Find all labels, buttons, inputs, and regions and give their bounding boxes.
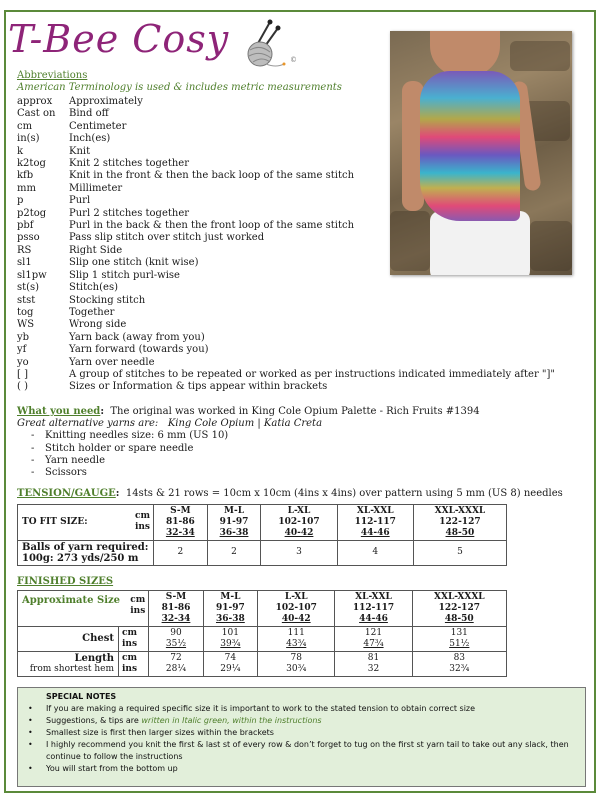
chest-cm: 90: [170, 627, 182, 638]
abbreviation-meaning: Slip one stitch (knit wise): [69, 257, 199, 269]
finished-sizes-table: [17, 590, 507, 677]
chest-ins: 51½: [449, 638, 470, 649]
size-cm: 102-107: [275, 602, 317, 613]
abbreviation-row: [17, 381, 585, 393]
abbreviation-key: yf: [17, 344, 27, 356]
abbreviation-row: [17, 232, 387, 244]
abbreviations-subheading: American Terminology is used & includes metric measurements: [17, 82, 342, 93]
abbreviation-meaning: Stocking stitch: [69, 294, 146, 306]
supply-item: - Stitch holder or spare needle: [31, 443, 585, 455]
unit-ins: ins: [122, 663, 138, 674]
abbreviation-key: st(s): [17, 282, 40, 294]
size-ins: 44-46: [359, 613, 388, 624]
size-name: XL-XXL: [356, 505, 394, 516]
size-header: [335, 590, 412, 626]
heading-colon: :: [100, 405, 105, 417]
abbreviation-row: [17, 146, 387, 158]
abbreviations-list: [17, 96, 585, 394]
unit-cm: cm: [122, 652, 138, 663]
fit-size-label: TO FIT SIZE:: [18, 504, 121, 540]
size-name: M-L: [224, 505, 245, 516]
abbreviation-row: [17, 344, 585, 356]
size-cm: 122-127: [438, 602, 480, 613]
abbreviation-key: k2tog: [17, 158, 46, 170]
size-header: [203, 590, 257, 626]
size-ins: 36-38: [219, 527, 249, 538]
chest-value: [335, 626, 412, 651]
size-cm: 112-117: [352, 602, 395, 613]
size-ins: 32-34: [161, 613, 191, 624]
unit-cell: [119, 651, 149, 676]
length-ins: 28¼: [165, 663, 187, 674]
abbreviation-row: [17, 208, 387, 220]
chest-value: [203, 626, 257, 651]
what-you-need-heading: What you need: [17, 405, 101, 417]
abbreviation-key: psso: [17, 232, 40, 244]
abbreviation-meaning: Sizes or Information & tips appear within brackets: [69, 381, 328, 393]
length-cm: 74: [224, 652, 237, 663]
abbreviation-row: [17, 357, 585, 369]
unit-cm: cm: [122, 627, 138, 638]
alternative-yarns: King Cole Opium | Katia Creta: [167, 418, 323, 430]
abbreviation-key: mm: [17, 182, 36, 194]
unit-cell: [120, 504, 154, 540]
length-value: [412, 651, 506, 676]
unit-ins: ins: [122, 638, 138, 649]
size-cm: 81-86: [165, 516, 195, 527]
size-header: [337, 504, 413, 540]
length-cm: 81: [367, 652, 380, 663]
note-item: • Smallest size is first then larger sizes within the brackets: [18, 727, 581, 739]
balls-value: 4: [337, 540, 413, 565]
abbreviation-key: yo: [17, 356, 29, 368]
size-cm: 81-86: [161, 602, 191, 613]
chest-ins: 39¾: [220, 638, 241, 649]
abbreviation-key: WS: [17, 319, 35, 331]
tension-heading: TENSION/GAUGE: [17, 487, 116, 499]
chest-cm: 121: [364, 627, 383, 638]
size-cm: 112-117: [354, 516, 396, 527]
abbreviation-meaning: Centimeter: [69, 120, 127, 132]
abbreviation-row: [17, 170, 387, 182]
abbreviation-row: [17, 220, 387, 232]
chest-cm: 131: [450, 627, 468, 638]
chest-value: [412, 626, 506, 651]
size-cm: 91-97: [219, 516, 249, 527]
chest-ins: 47¾: [363, 638, 384, 649]
length-label-cell: [18, 651, 119, 676]
abbreviation-meaning: Knit in the front & then the back loop of the same stitch: [69, 170, 355, 182]
abbreviation-key: sl1: [17, 257, 32, 269]
length-value: [149, 651, 203, 676]
abbreviation-key: in(s): [17, 133, 40, 145]
abbreviation-key: yb: [17, 331, 30, 343]
size-ins: 40-42: [281, 613, 311, 624]
size-name: XL-XXL: [355, 591, 392, 602]
chest-label: Chest: [18, 626, 119, 651]
abbreviation-meaning: Wrong side: [69, 319, 127, 331]
balls-label-cell: [18, 540, 154, 565]
abbreviation-row: [17, 332, 585, 344]
abbreviation-row: [17, 245, 387, 257]
table-row: [18, 626, 507, 651]
size-ins: 36-38: [215, 613, 245, 624]
abbreviation-meaning: Purl: [69, 195, 91, 207]
abbreviation-row: [17, 257, 387, 269]
finished-sizes-heading: FINISHED SIZES: [17, 575, 114, 587]
abbreviation-key: k: [17, 145, 24, 157]
abbreviation-key: cm: [17, 120, 33, 132]
balls-weight: 100g: 273 yds/250 m: [22, 552, 139, 564]
length-cm: 72: [170, 652, 182, 663]
what-you-need-section: [17, 406, 585, 480]
size-cm: 91-97: [215, 602, 245, 613]
tension-text: 14sts & 21 rows = 10cm x 10cm (4ins x 4ins) over pattern using 5 mm (US 8) needles: [125, 487, 563, 499]
note-text: Suggestions, & tips are: [46, 715, 142, 725]
size-cm: 102-107: [278, 516, 320, 527]
abbreviation-key: kfb: [17, 170, 34, 182]
abbreviation-meaning: Knit 2 stitches together: [69, 158, 189, 170]
logo-wordmark: T-Bee Cosy: [8, 17, 230, 61]
balls-value: 2: [207, 540, 261, 565]
abbreviation-meaning: Inch(es): [69, 133, 111, 145]
abbreviation-row: [17, 108, 387, 120]
chest-ins: 43¾: [286, 638, 307, 649]
abbreviation-meaning: Purl 2 stitches together: [69, 207, 190, 219]
tension-section: [17, 488, 585, 500]
length-ins: 30¾: [286, 663, 307, 674]
abbreviation-meaning: Purl in the back & then the front loop of the same stitch: [69, 220, 355, 232]
alternative-yarns-label: Great alternative yarns are:: [17, 418, 159, 430]
abbreviation-row: [17, 282, 387, 294]
chest-ins: 35½: [165, 638, 187, 649]
abbreviation-meaning: A group of stitches to be repeated or worked as per instructions indicated immediately after "]": [69, 368, 556, 380]
table-row: [18, 651, 507, 676]
length-value: [258, 651, 335, 676]
length-value: [203, 651, 257, 676]
table-row: [18, 590, 507, 626]
abbreviation-meaning: Approximately: [69, 96, 143, 107]
length-ins: 32: [367, 663, 380, 674]
abbreviation-row: [17, 319, 585, 331]
length-sublabel: from shortest hem: [29, 663, 114, 674]
abbreviation-key: sl1pw: [17, 269, 47, 281]
size-header: [412, 590, 506, 626]
abbreviation-meaning: Knit: [69, 145, 91, 157]
length-cm: 83: [453, 652, 466, 663]
length-ins: 29¼: [220, 663, 241, 674]
length-label: Length: [74, 652, 114, 664]
unit-ins: ins: [134, 522, 150, 533]
size-header: [258, 590, 335, 626]
size-ins: 48-50: [444, 613, 474, 624]
abbreviation-meaning: Together: [69, 306, 115, 318]
size-header: [207, 504, 261, 540]
note-item: • You will start from the bottom up: [18, 763, 581, 775]
fit-size-table: [17, 504, 507, 566]
abbreviation-key: RS: [17, 244, 32, 256]
size-name: S-M: [165, 591, 187, 602]
supply-item: - Scissors: [31, 467, 585, 479]
abbreviation-meaning: Slip 1 stitch purl-wise: [69, 269, 180, 281]
brand-logo: [8, 14, 297, 70]
abbreviation-key: ( ): [17, 381, 28, 393]
abbreviation-row: [17, 270, 387, 282]
abbreviation-key: approx: [17, 96, 53, 107]
size-name: M-L: [220, 591, 241, 602]
abbreviation-meaning: Right Side: [69, 244, 123, 256]
abbreviation-meaning: Yarn over needle: [69, 356, 155, 368]
abbreviation-key: tog: [17, 306, 34, 318]
approx-size-label: Approximate Size: [18, 590, 122, 626]
note-item: • If you are making a required specific size it is important to work to the stated tension to obtain correct size: [18, 703, 581, 715]
abbreviation-meaning: Millimeter: [69, 182, 123, 194]
abbreviation-key: Cast on: [17, 108, 56, 120]
unit-cm: cm: [130, 594, 146, 605]
yarn-ball-needles-icon: [240, 18, 288, 72]
size-ins: 32-34: [165, 527, 195, 538]
abbreviation-key: stst: [17, 294, 36, 306]
supply-item: - Knitting needles size: 6 mm (US 10): [31, 430, 585, 442]
unit-cell: [121, 590, 149, 626]
size-ins: 40-42: [284, 527, 314, 538]
length-cm: 78: [290, 652, 302, 663]
abbreviation-row: [17, 96, 387, 108]
original-yarn-text: The original was worked in King Cole Opium Palette - Rich Fruits #1394: [110, 405, 480, 417]
abbreviation-meaning: Yarn back (away from you): [69, 331, 205, 343]
table-row: [18, 540, 507, 565]
table-row: [18, 504, 507, 540]
size-name: XXL-XXXL: [434, 505, 486, 516]
size-header: [154, 504, 208, 540]
abbreviations-heading: Abbreviations: [17, 70, 88, 81]
size-cm: 122-127: [439, 516, 481, 527]
balls-label: Balls of yarn required:: [22, 541, 149, 553]
abbreviation-row: [17, 195, 387, 207]
chest-cm: 111: [287, 627, 305, 638]
copyright-mark: ©: [290, 56, 297, 64]
abbreviation-row: [17, 158, 387, 170]
abbreviation-meaning: Bind off: [69, 108, 109, 120]
unit-ins: ins: [130, 605, 146, 616]
abbreviation-row: [17, 133, 387, 145]
abbreviation-key: [ ]: [17, 368, 28, 380]
note-green-text: written in Italic green, within the instructions: [141, 715, 322, 725]
chest-value: [149, 626, 203, 651]
size-header: [149, 590, 203, 626]
chest-cm: 101: [221, 627, 239, 638]
abbreviation-row: [17, 121, 387, 133]
balls-value: 3: [261, 540, 337, 565]
abbreviation-row: [17, 183, 387, 195]
balls-value: 2: [154, 540, 208, 565]
abbreviation-key: p2tog: [17, 207, 47, 219]
length-ins: 32¾: [449, 663, 470, 674]
size-header: [413, 504, 506, 540]
size-name: XXL-XXXL: [433, 591, 485, 602]
size-header: [261, 504, 337, 540]
special-notes-box: [17, 687, 586, 787]
abbreviation-row: [17, 307, 585, 319]
size-name: S-M: [170, 505, 191, 516]
special-notes-title: SPECIAL NOTES: [46, 691, 117, 701]
abbreviation-meaning: Yarn forward (towards you): [69, 344, 209, 356]
abbreviation-row: [17, 369, 585, 381]
abbreviation-meaning: Pass slip stitch over stitch just worked: [69, 232, 265, 244]
size-ins: 44-46: [360, 527, 390, 538]
size-name: L-XL: [284, 591, 308, 602]
note-item: [18, 715, 581, 727]
abbreviation-key: p: [17, 195, 24, 207]
length-value: [335, 651, 412, 676]
unit-cell: [119, 626, 149, 651]
pattern-content: [17, 70, 585, 787]
note-item: • I highly recommend you knit the first & last st of every row & don’t forget to tug on the first st yarn tail to take out any slack, then continue to follow the instructions: [18, 739, 581, 763]
supply-item: - Yarn needle: [31, 455, 585, 467]
abbreviation-row: [17, 295, 585, 307]
balls-value: 5: [413, 540, 506, 565]
abbreviation-key: pbf: [17, 220, 34, 232]
unit-cm: cm: [134, 511, 150, 522]
chest-value: [258, 626, 335, 651]
size-name: L-XL: [287, 505, 311, 516]
heading-colon: :: [115, 487, 120, 499]
abbreviation-meaning: Stitch(es): [69, 282, 118, 294]
size-ins: 48-50: [445, 527, 475, 538]
